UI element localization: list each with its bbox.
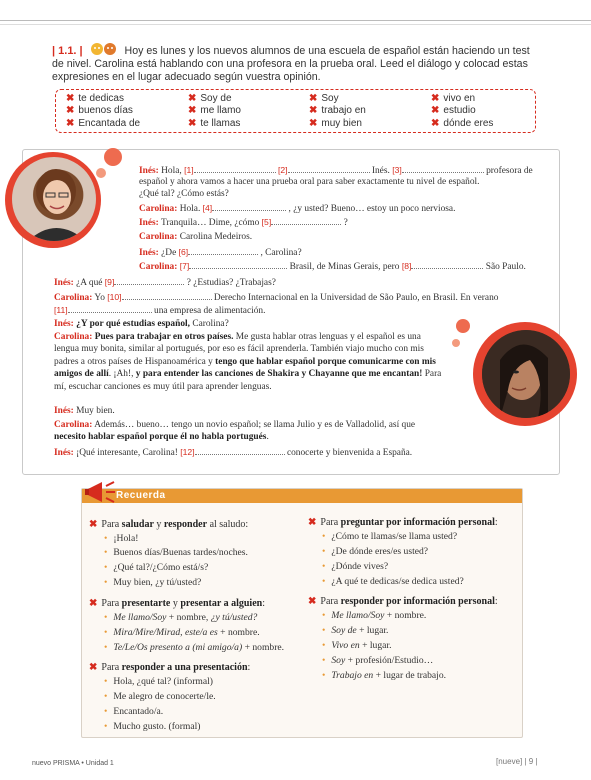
expression-item: ✖ Soy de: [188, 93, 232, 104]
recuerda-item: • Trabajo en + lugar de trabajo.: [322, 670, 447, 681]
expression-item: ✖ me llamo: [188, 105, 241, 117]
recuerda-item: • ¡Hola!: [104, 533, 139, 544]
dialogue-line: Inés: Muy bien.: [54, 406, 115, 416]
woman-portrait-icon: [12, 157, 96, 241]
exercise-instructions: [52, 42, 542, 84]
dialogue-line: Inés: ¿A qué [9] ? ¿Estudias? ¿Trabajas?: [54, 277, 276, 288]
recuerda-item: • Te/Le/Os presento a (mi amigo/a) + nombre.: [104, 642, 285, 653]
recuerda-item: • Encantado/a.: [104, 706, 164, 717]
recuerda-item: • Me llamo/Soy + nombre, ¿y tú/usted?: [104, 612, 258, 623]
dialogue-line: Carolina: Hola. [4] , ¿y usted? Bueno… estoy un poco nerviosa.: [139, 203, 456, 214]
expressions-column: [188, 93, 241, 130]
recuerda-heading: ✖ Para saludar y responder al saludo:: [89, 519, 249, 530]
dialogue-line: Inés: ¡Qué interesante, Carolina! [12] conocerte y bienvenida a España.: [54, 447, 413, 458]
dialogue-line: Inés: ¿Y por qué estudias español, Carolina?: [54, 319, 229, 329]
top-rule: [0, 24, 591, 25]
expressions-column: [431, 93, 493, 130]
recuerda-item: • Buenos días/Buenas tardes/noches.: [104, 547, 248, 558]
recuerda-heading: ✖ Para responder por información personal:: [308, 596, 498, 607]
recuerda-item: • ¿Qué tal?/¿Cómo está/s?: [104, 562, 209, 573]
expression-item: ✖ muy bien: [309, 117, 362, 129]
expressions-box: [55, 89, 536, 133]
recuerda-item: • Muy bien, ¿y tú/usted?: [104, 577, 202, 588]
dialogue-paragraph: Carolina: Además… bueno… tengo un novio español; se llama Julio y es de Valladolid, así que necesito hablar español porque él no habla portugués.: [54, 420, 416, 443]
dialogue-line: español y ahora vamos a hacer una prueba oral para saber exactamente tu nivel de español.: [139, 177, 480, 187]
expression-item: ✖ Encantada de: [66, 117, 141, 129]
decorative-circle: [96, 168, 106, 178]
recuerda-heading: ✖ Para preguntar por información personal:: [308, 517, 498, 528]
top-rule: [0, 20, 591, 21]
woman-portrait-icon: [482, 330, 570, 418]
exercise-number: | 1.1. |: [52, 45, 83, 57]
recuerda-item: • Me alegro de conocerte/le.: [104, 691, 216, 702]
dialogue-line: Carolina: Carolina Medeiros.: [139, 232, 253, 242]
expression-item: ✖ te dedicas: [66, 93, 124, 104]
expressions-column: [66, 93, 140, 130]
recuerda-heading: ✖ Para responder a una presentación:: [89, 662, 251, 673]
recuerda-item: • Hola, ¿qué tal? (informal): [104, 676, 213, 687]
recuerda-item: • ¿A qué te dedicas/se dedica usted?: [322, 576, 464, 587]
dialogue-paragraph: Carolina: Pues para trabajar en otros países. Me gusta hablar otras lenguas y el español es una lengua muy bonita, similar al portugués, por eso es fácil aprenderla. También viajo mucho con mis padres a otros países de Hispanoamérica y tengo que hablar español porque comunicarme con mis amigos de allí. ¡Ah!, y para entender las canciones de Shakira y Chayanne que me encantan! Para mí, escuchar canciones es muy útil para aprender lenguas.: [54, 332, 442, 392]
carolina-photo: [482, 330, 570, 418]
recuerda-item: • Mira/Mire/Mirad, este/a es + nombre.: [104, 627, 260, 638]
expression-item: ✖ vivo en: [431, 93, 476, 104]
footer-left: nuevo PRISMA • Unidad 1: [32, 760, 114, 767]
decorative-circle: [452, 339, 460, 347]
megaphone-icon: [84, 478, 118, 506]
recuerda-item: • Soy + profesión/Estudio…: [322, 655, 434, 666]
dialogue-line: Carolina: Yo [10] Derecho Internacional en la Universidad de São Paulo, en Brasil. En verano: [54, 292, 499, 303]
expression-item: ✖ dónde eres: [431, 117, 494, 129]
expression-item: ✖ trabajo en: [309, 105, 366, 117]
dialogue-line: Inés: Hola, [1] [2] Inés. [3] profesora de: [139, 165, 533, 176]
expressions-column: [309, 93, 366, 130]
decorative-circle: [456, 319, 470, 333]
dialogue-line: [11] una empresa de alimentación.: [54, 305, 266, 316]
recuerda-heading: ✖ Para presentarte y presentar a alguien:: [89, 598, 265, 609]
ines-photo: [12, 157, 96, 241]
recuerda-item: • Soy de + lugar.: [322, 625, 389, 636]
dialogue-line: Inés: ¿De [6] , Carolina?: [139, 247, 302, 258]
footer-right: [nueve] | 9 |: [496, 757, 538, 766]
recuerda-item: • ¿De dónde eres/es usted?: [322, 546, 429, 557]
recuerda-title: Recuerda: [116, 490, 166, 501]
pair-work-icon: [89, 42, 119, 56]
dialogue-line: Carolina: [7] Brasil, de Minas Gerais, pero [8] São Paulo.: [139, 261, 526, 272]
recuerda-item: • ¿Cómo te llamas/se llama usted?: [322, 531, 458, 542]
recuerda-item: • Mucho gusto. (formal): [104, 721, 201, 732]
expression-item: ✖ te llamas: [188, 117, 241, 129]
recuerda-item: • Vivo en + lugar.: [322, 640, 392, 651]
recuerda-item: • ¿Dónde vives?: [322, 561, 389, 572]
recuerda-box: [81, 488, 523, 738]
exercise-text: Hoy es lunes y los nuevos alumnos de una escuela de español están haciendo un test de nivel. Carolina está hablando con una profesora en la prueba oral. Leed el diálogo y colocad estas expresiones en el lugar adecuado según vuestra opinión.: [52, 45, 530, 83]
dialogue-line: ¿Qué tal? ¿Cómo estás?: [139, 189, 229, 199]
decorative-circle: [104, 148, 122, 166]
expression-item: ✖ estudio: [431, 105, 476, 117]
recuerda-item: • Me llamo/Soy + nombre.: [322, 610, 427, 621]
dialogue-line: Inés: Tranquila… Dime, ¿cómo [5] ?: [139, 217, 348, 228]
expression-item: ✖ buenos días: [66, 105, 133, 117]
expression-item: ✖ Soy: [309, 93, 339, 104]
